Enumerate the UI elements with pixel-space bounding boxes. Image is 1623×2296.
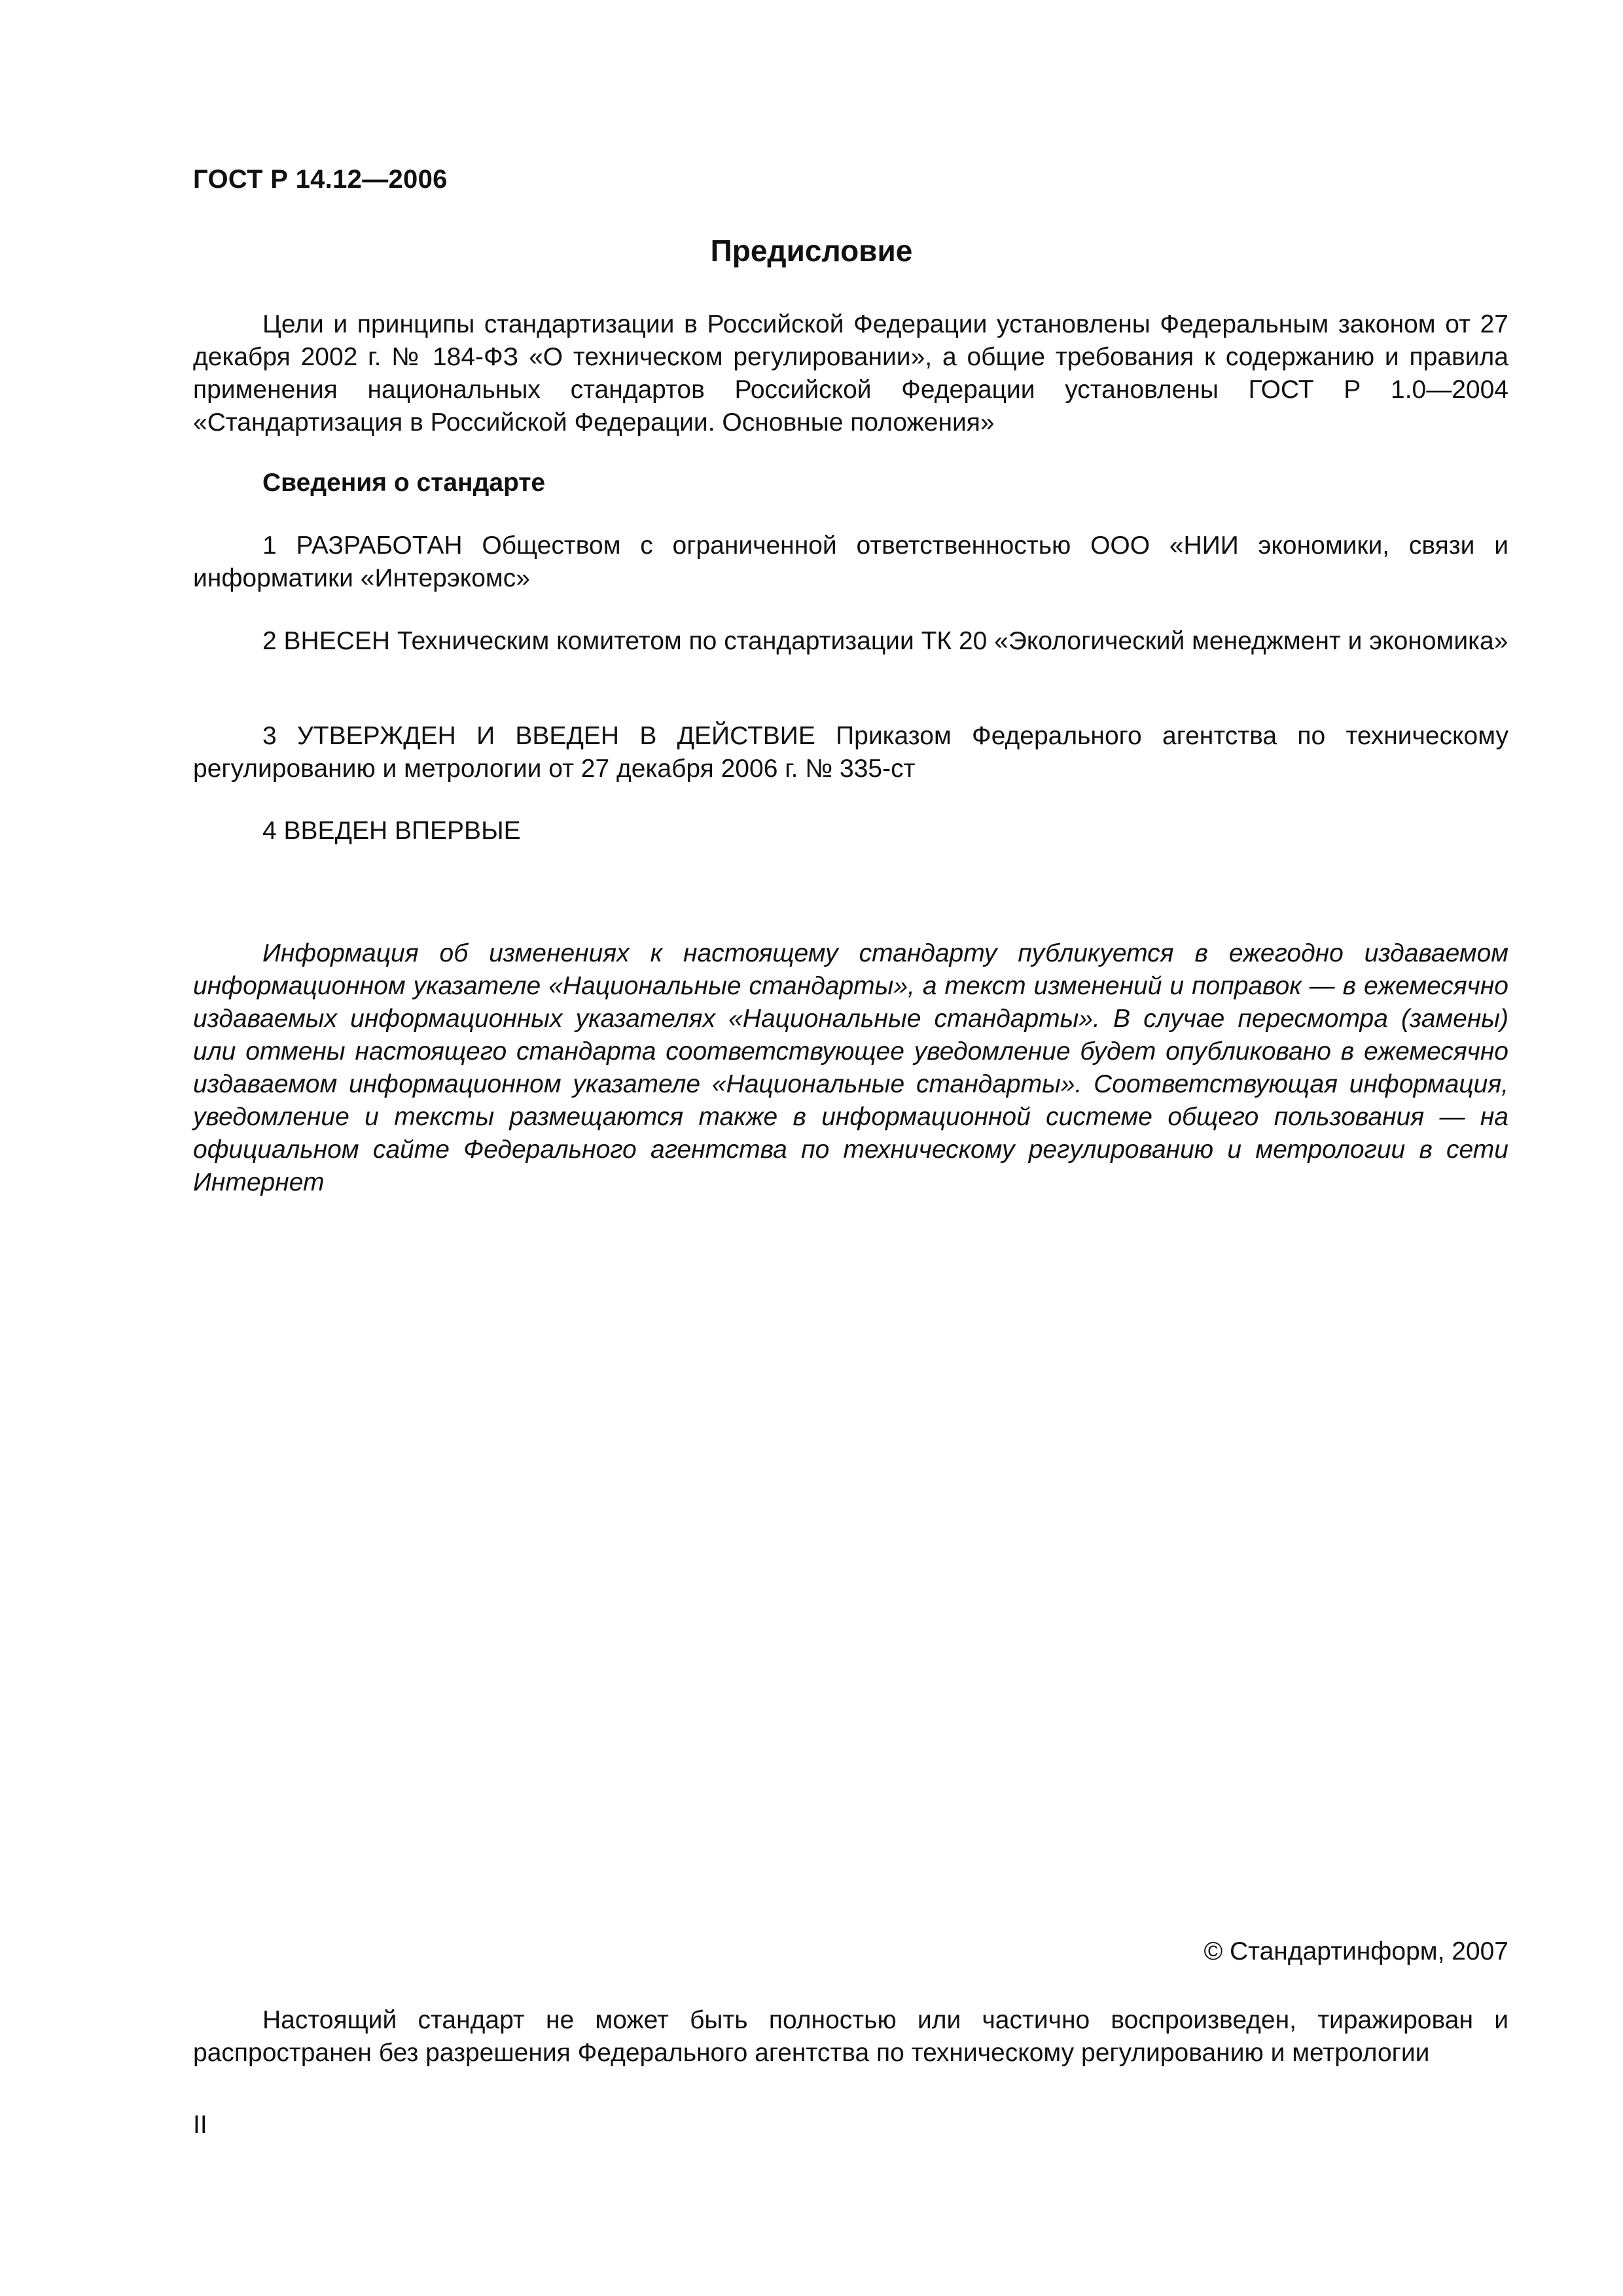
document-id: ГОСТ Р 14.12—2006: [193, 165, 448, 194]
copyright-line: © Стандартинформ, 2007: [1204, 1937, 1508, 1965]
item-block-3: [193, 720, 1508, 785]
intro-block: [193, 308, 1508, 439]
legal-block: [193, 2004, 1508, 2070]
item-block-4: [193, 815, 1508, 848]
legal-paragraph: Настоящий стандарт не может быть полностью или частично воспроизведен, тиражирован и распространен без разрешения Федерального агентства по техническому регулированию и метрологии: [193, 2006, 1508, 2067]
item-block-2: [193, 625, 1508, 658]
info-item-3: 3 УТВЕРЖДЕН И ВВЕДЕН В ДЕЙСТВИЕ Приказом Федерального агентства по техническому регулированию и метрологии от 27 декабря 2006 г. № 335-ст: [193, 722, 1508, 783]
notice-block: [193, 937, 1508, 1199]
page-number: II: [193, 2111, 207, 2139]
info-item-2: 2 ВНЕСЕН Техническим комитетом по стандартизации ТК 20 «Экологический менеджмент и экономика»: [262, 627, 1508, 655]
info-item-1: 1 РАЗРАБОТАН Обществом с ограниченной ответственностью ООО «НИИ экономики, связи и информатики «Интерэкомс»: [193, 531, 1508, 592]
info-item-4: 4 ВВЕДЕН ВПЕРВЫЕ: [262, 817, 521, 845]
page-title: Предисловие: [710, 234, 913, 268]
item-block-1: [193, 529, 1508, 595]
info-heading: Сведения о стандарте: [262, 469, 546, 497]
intro-paragraph: Цели и принципы стандартизации в Российской Федерации установлены Федеральным законом от 27 декабря 2002 г. № 184-ФЗ «О техническом регулировании», а общие требования к содержанию и правила применения национальных стандартов Российской Федерации установлены ГОСТ Р 1.0—2004 «Стандартизация в Российской Федерации. Основные положения»: [193, 310, 1508, 437]
notice-paragraph: Информация об изменениях к настоящему стандарту публикуется в ежегодно издаваемом информационном указателе «Национальные стандарты», а текст изменений и поправок — в ежемесячно издаваемых информационных указателях «Национальные стандарты». В случае пересмотра (замены) или отмены настоящего стандарта соответствующее уведомление будет опубликовано в ежемесячно издаваемом информационном указателе «Национальные стандарты». Соответствующая информация, уведомление и тексты размещаются также в информационной системе общего пользования — на официальном сайте Федерального агентства по техническому регулированию и метрологии в сети Интернет: [193, 939, 1508, 1196]
